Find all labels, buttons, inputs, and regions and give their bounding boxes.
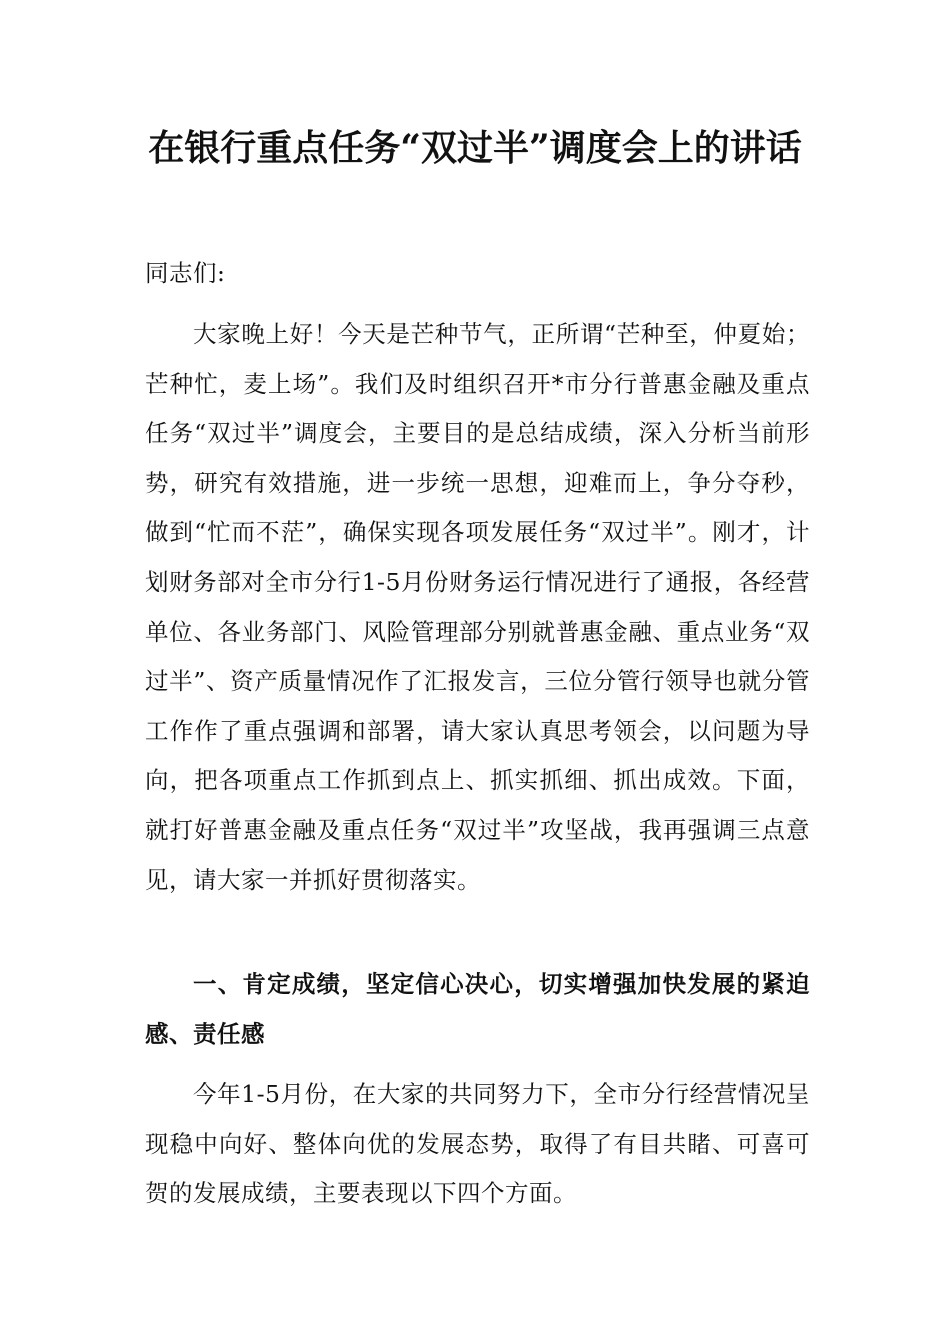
section-heading-1: 一、肯定成绩，坚定信心决心，切实增强加快发展的紧迫感、责任感 [145,970,810,1048]
opening-paragraph: 大家晚上好！今天是芒种节气，正所谓“芒种至，仲夏始；芒种忙，麦上场”。我们及时组织召开*市分行普惠金融及重点任务“双过半”调度会，主要目的是总结成绩，深入分析当前形势，研究有效措施，进一步统一思想，迎难而上，争分夺秒，做到“忙而不茫”，确保实现各项发展任务“双过半”。刚才，计划财务部对全市分行1-5月份财务运行情况进行了通报，各经营单位、各业务部门、风险管理部分别就普惠金融、重点业务“双过半”、资产质量情况作了汇报发言，三位分管行领导也就分管工作作了重点强调和部署，请大家认真思考领会，以问题为导向，把各项重点工作抓到点上、抓实抓细、抓出成效。下面，就打好普惠金融及重点任务“双过半”攻坚战，我再强调三点意见，请大家一并抓好贯彻落实。 [145,320,810,894]
salutation: 同志们: [145,259,226,287]
document-title: 在银行重点任务“双过半”调度会上的讲话 [148,127,802,169]
section-1-paragraph: 今年1-5月份，在大家的共同努力下，全市分行经营情况呈现稳中向好、整体向优的发展态势，取得了有目共睹、可喜可贺的发展成绩，主要表现以下四个方面。 [145,1080,810,1208]
